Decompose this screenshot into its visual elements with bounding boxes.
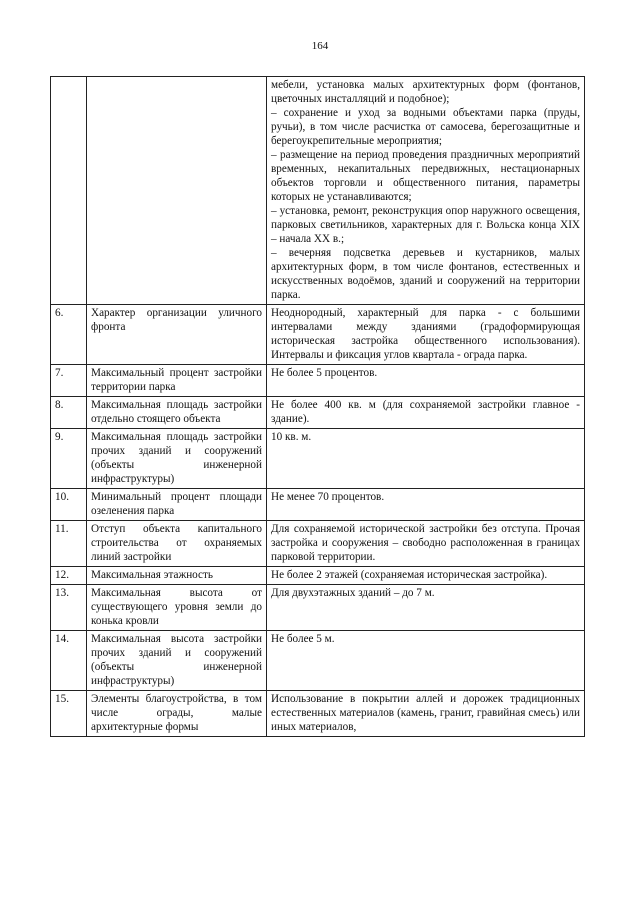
value-paragraph: – размещение на период проведения праздничных мероприятий временных, некапитальных передвижных, нестационарных объектов торговли и общественного питания, параметры которых не устанавливаются; [271,149,580,203]
table-row [51,397,585,429]
parameter-value [267,429,585,489]
parameter-name: Максимальная высота застройки прочих зданий и сооружений (объекты инженерной инфраструктуры) [87,631,267,691]
value-paragraph: – вечерняя подсветка деревьев и кустарников, малых архитектурных форм, в том числе фонтанов, естественных и искусственных водоёмов, зданий и сооружений на территории парка. [271,247,580,301]
value-paragraph: мебели, установка малых архитектурных форм (фонтанов, цветочных инсталляций и подобное); [271,79,580,105]
parameter-name: Максимальный процент застройки территории парка [87,365,267,397]
row-number: 8. [51,397,87,429]
row-number: 10. [51,489,87,521]
parameter-name: Максимальная высота от существующего уровня земли до конька кровли [87,585,267,631]
page-number: 164 [311,40,329,52]
table-row [51,521,585,567]
parameter-value [267,521,585,567]
parameter-name: Элементы благоустройства, в том числе ограды, малые архитектурные формы [87,691,267,737]
parameter-value [267,567,585,585]
table-row [51,489,585,521]
value-paragraph: Не более 2 этажей (сохраняемая историческая застройка). [271,569,548,581]
row-number [51,77,87,305]
parameter-name: Максимальная этажность [87,567,267,585]
row-number: 11. [51,521,87,567]
value-paragraph: Для сохраняемой исторической застройки без отступа. Прочая застройка и сооружения – свободно расположенная в границах парковой территории. [271,523,580,563]
row-number: 14. [51,631,87,691]
value-paragraph: Для двухэтажных зданий – до 7 м. [271,587,435,599]
parameter-name: Максимальная площадь застройки прочих зданий и сооружений (объекты инженерной инфраструктуры) [87,429,267,489]
row-number: 9. [51,429,87,489]
parameter-value [267,77,585,305]
parameter-value [267,365,585,397]
table-body [51,77,585,737]
value-paragraph: – установка, ремонт, реконструкция опор наружного освещения, парковых светильников, характерных для г. Вольска конца XIX – начала XX в.; [271,205,580,245]
table-row [51,305,585,365]
value-paragraph: 10 кв. м. [271,431,312,443]
value-paragraph: Не более 5 процентов. [271,367,378,379]
parameter-name: Характер организации уличного фронта [87,305,267,365]
value-paragraph: Неоднородный, характерный для парка - с большими интервалами между зданиями (градоформирующая историческая застройка общественного использования). Интервалы и фиксация углов квартала - ограда парка. [271,307,580,361]
table-row [51,631,585,691]
value-paragraph: Не менее 70 процентов. [271,491,385,503]
value-paragraph: Использование в покрытии аллей и дорожек традиционных естественных материалов (камень, гранит, гравийная смесь) или иных материалов, [271,693,580,733]
parameter-value [267,305,585,365]
parameter-name [87,77,267,305]
regulations-table [50,76,585,737]
value-paragraph: Не более 400 кв. м (для сохраняемой застройки главное - здание). [271,399,580,425]
value-paragraph: Не более 5 м. [271,633,335,645]
row-number: 12. [51,567,87,585]
parameter-name: Отступ объекта капитального строительства от охраняемых линий застройки [87,521,267,567]
table-row [51,691,585,737]
value-paragraph: – сохранение и уход за водными объектами парка (пруды, ручьи), в том числе расчистка от самосева, берегозащитные и берегоукрепительные мероприятия; [271,107,580,147]
table-row [51,429,585,489]
parameter-name: Минимальный процент площади озеленения парка [87,489,267,521]
table-row [51,77,585,305]
parameter-value [267,691,585,737]
table-row [51,567,585,585]
table-row [51,365,585,397]
parameter-value [267,631,585,691]
row-number: 6. [51,305,87,365]
row-number: 15. [51,691,87,737]
parameter-value [267,397,585,429]
table-row [51,585,585,631]
parameter-name: Максимальная площадь застройки отдельно стоящего объекта [87,397,267,429]
row-number: 13. [51,585,87,631]
parameter-value [267,489,585,521]
row-number: 7. [51,365,87,397]
parameter-value [267,585,585,631]
